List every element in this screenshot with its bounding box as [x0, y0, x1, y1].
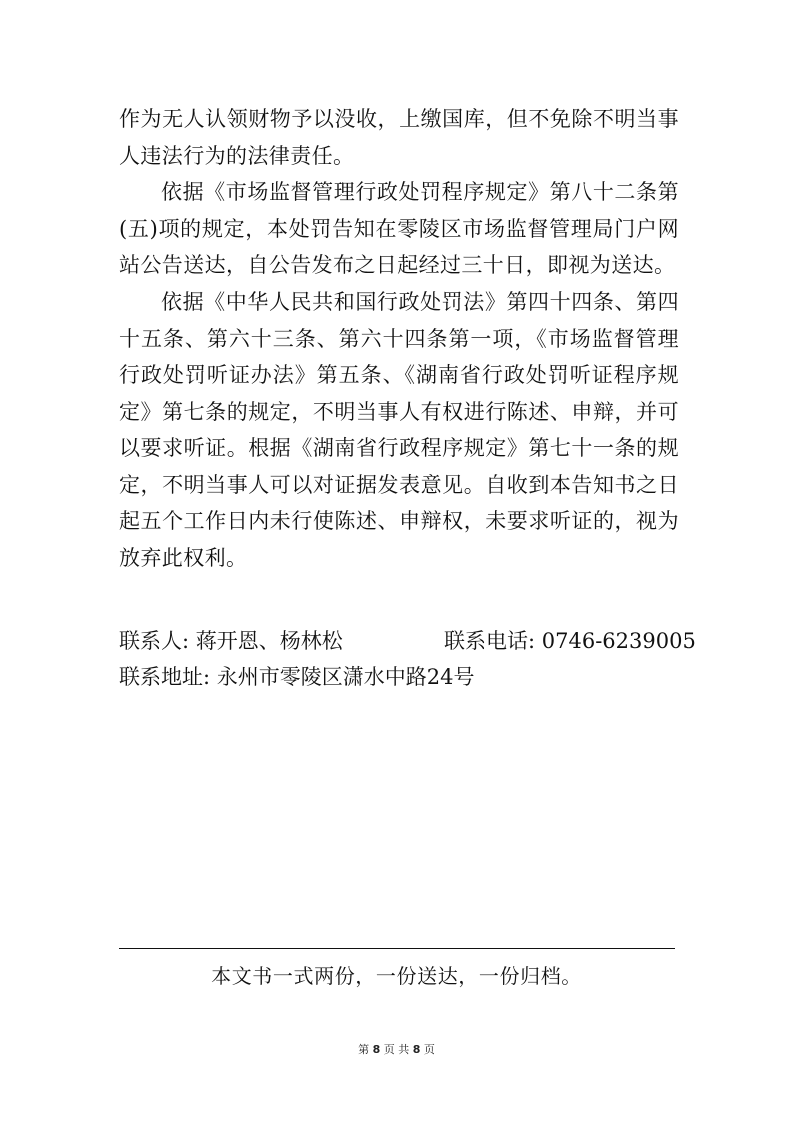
- paragraph-text: 作为无人认领财物予以没收，上缴国库，但不免除不明当事人违法行为的法律责任。: [119, 107, 679, 168]
- contact-persons: [119, 623, 343, 659]
- page-number-total: 8: [412, 1043, 421, 1056]
- contact-persons-value: 蒋开恩、杨林松: [195, 629, 343, 653]
- contact-phone-label: 联系电话:: [444, 629, 536, 653]
- page-number-current: 8: [372, 1043, 381, 1056]
- page-number: [0, 1043, 793, 1057]
- contact-address-value: 永州市零陵区潇水中路24号: [216, 665, 475, 689]
- contact-address-label: 联系地址:: [119, 665, 211, 689]
- body-paragraph-rights: [119, 284, 679, 576]
- paragraph-text: 依据《市场监督管理行政处罚程序规定》第八十二条第(五)项的规定，本处罚告知在零陵区市场监督管理局门户网站公告送达，自公告发布之日起经过三十日，即视为送达。: [119, 180, 679, 277]
- page-number-middle: 页 共: [383, 1043, 410, 1056]
- body-paragraph-service: [119, 174, 679, 284]
- footer-note: 本文书一式两份，一份送达，一份归档。: [211, 964, 582, 988]
- paragraph-text: 依据《中华人民共和国行政处罚法》第四十四条、第四十五条、第六十三条、第六十四条第一项，《市场监督管理行政处罚听证办法》第五条、《湖南省行政处罚听证程序规定》第七条的规定，不明当事人有权进行陈述、申辩，并可以要求听证。根据《湖南省行政程序规定》第七十一条的规定，不明当事人可以对证据发表意见。自收到本告知书之日起五个工作日内未行使陈述、申辩权，未要求听证的，视为放弃此权利。: [119, 290, 679, 570]
- page-number-prefix: 第: [358, 1043, 370, 1056]
- page-number-suffix: 页: [423, 1043, 435, 1056]
- footer-divider: [119, 948, 675, 949]
- contact-address-row: [119, 659, 475, 695]
- body-paragraph-continued: [119, 101, 679, 174]
- contact-phone-value: 0746-6239005: [541, 629, 696, 653]
- contact-persons-label: 联系人:: [119, 629, 190, 653]
- contact-phone: [444, 623, 696, 659]
